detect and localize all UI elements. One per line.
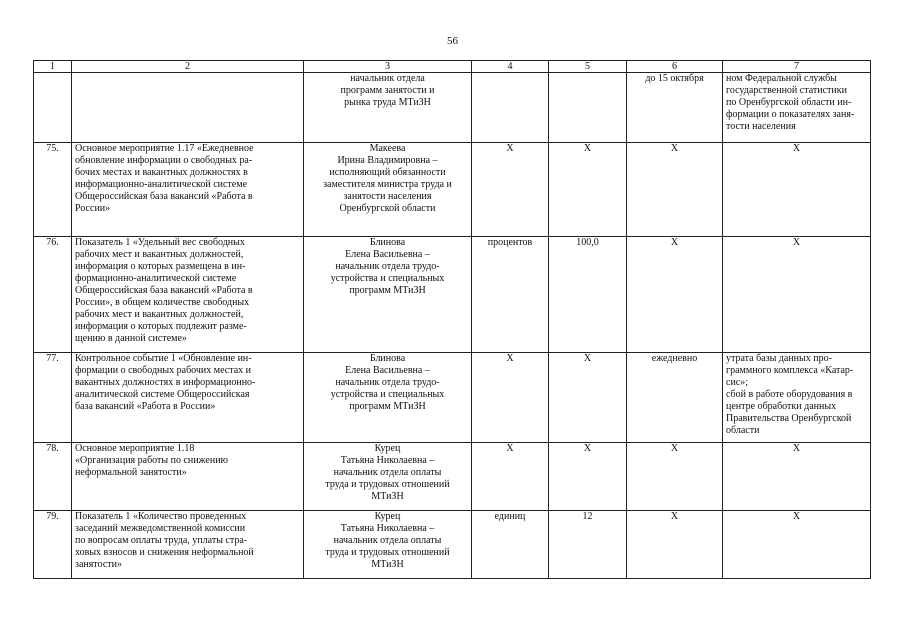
row-responsible: Макеева Ирина Владимировна – исполняющий обязанности заместителя министра труда и занятости населения Оренбургской области xyxy=(304,143,472,237)
row-unit: единиц xyxy=(472,511,549,579)
table-row xyxy=(34,237,871,353)
document-table xyxy=(33,60,871,579)
column-header: 1 xyxy=(34,61,72,73)
column-header: 7 xyxy=(723,61,871,73)
row-responsible: Блинова Елена Васильевна – начальник отдела трудо- устройства и специальных программ МТиЗН xyxy=(304,237,472,353)
row-number: 77. xyxy=(34,353,72,443)
row-unit: процентов xyxy=(472,237,549,353)
row-deadline: до 15 октября xyxy=(627,73,723,143)
row-value xyxy=(549,73,627,143)
row-deadline: X xyxy=(627,511,723,579)
row-number: 76. xyxy=(34,237,72,353)
row-value: 100,0 xyxy=(549,237,627,353)
row-deadline: ежедневно xyxy=(627,353,723,443)
row-value: X xyxy=(549,443,627,511)
row-description: Показатель 1 «Удельный вес свободных рабочих мест и вакантных должностей, информация о которых размещена в ин- формационно-аналитической системе Общероссийская база вакансий «Работа в России», в общем количестве свободных рабочих мест и вакантных должностей, информация о которых подлежит разме- щению в данной системе» xyxy=(72,237,304,353)
column-header: 5 xyxy=(549,61,627,73)
row-value: X xyxy=(549,353,627,443)
row-deadline: X xyxy=(627,143,723,237)
row-note: утрата базы данных про- граммного комплекса «Катар- сис»; сбой в работе оборудования в центре обработки данных Правительства Оренбургской области xyxy=(723,353,871,443)
row-deadline: X xyxy=(627,237,723,353)
row-value: X xyxy=(549,143,627,237)
column-header: 3 xyxy=(304,61,472,73)
column-header: 4 xyxy=(472,61,549,73)
column-header: 2 xyxy=(72,61,304,73)
table-row xyxy=(34,73,871,143)
row-value: 12 xyxy=(549,511,627,579)
row-note: X xyxy=(723,511,871,579)
row-note: X xyxy=(723,143,871,237)
row-number: 79. xyxy=(34,511,72,579)
row-number xyxy=(34,73,72,143)
row-description: Показатель 1 «Количество проведенных заседаний межведомственной комиссии по вопросам оплаты труда, уплаты стра- ховых взносов и снижения неформальной занятости» xyxy=(72,511,304,579)
row-note: X xyxy=(723,237,871,353)
row-responsible: Курец Татьяна Николаевна – начальник отдела оплаты труда и трудовых отношений МТиЗН xyxy=(304,443,472,511)
page-number: 56 xyxy=(447,35,458,47)
row-unit: X xyxy=(472,143,549,237)
table-row xyxy=(34,511,871,579)
row-unit: X xyxy=(472,443,549,511)
row-unit: X xyxy=(472,353,549,443)
column-header: 6 xyxy=(627,61,723,73)
header-row xyxy=(34,61,871,73)
row-description xyxy=(72,73,304,143)
table-row xyxy=(34,143,871,237)
row-description: Основное мероприятие 1.18 «Организация работы по снижению неформальной занятости» xyxy=(72,443,304,511)
row-number: 75. xyxy=(34,143,72,237)
row-description: Основное мероприятие 1.17 «Ежедневное обновление информации о свободных ра- бочих местах и вакантных должностях в информационно-аналитической системе Общероссийская база вакансий «Работа в России» xyxy=(72,143,304,237)
row-number: 78. xyxy=(34,443,72,511)
table-row xyxy=(34,443,871,511)
row-note: X xyxy=(723,443,871,511)
row-unit xyxy=(472,73,549,143)
row-description: Контрольное событие 1 «Обновление ин- формации о свободных рабочих местах и вакантных должностях в информационно- аналитической системе Общероссийская база вакансий «Работа в России» xyxy=(72,353,304,443)
row-responsible: начальник отдела программ занятости и рынка труда МТиЗН xyxy=(304,73,472,143)
row-note: ном Федеральной службы государственной статистики по Оренбургской области ин- формации о показателях заня- тости населения xyxy=(723,73,871,143)
row-deadline: X xyxy=(627,443,723,511)
table-row xyxy=(34,353,871,443)
row-responsible: Блинова Елена Васильевна – начальник отдела трудо- устройства и специальных программ МТиЗН xyxy=(304,353,472,443)
row-responsible: Курец Татьяна Николаевна – начальник отдела оплаты труда и трудовых отношений МТиЗН xyxy=(304,511,472,579)
